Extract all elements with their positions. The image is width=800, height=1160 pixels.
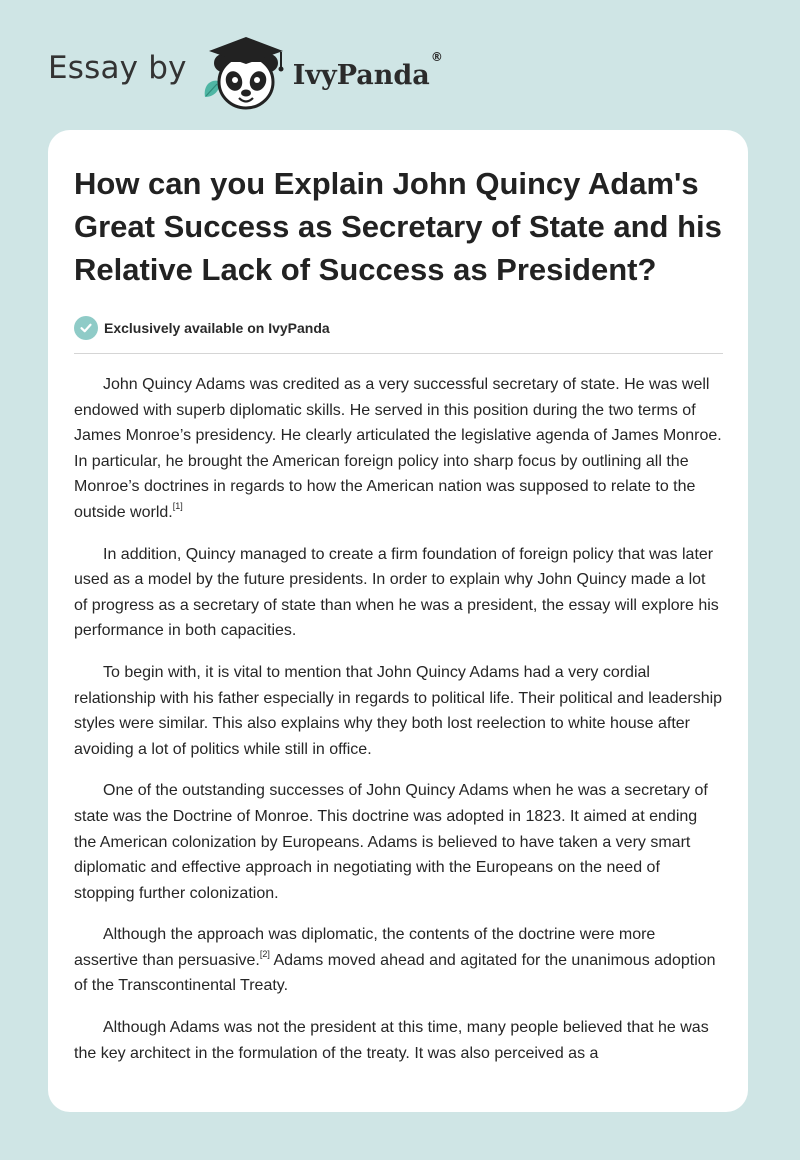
paragraph: John Quincy Adams was credited as a very successful secretary of state. He was well endowed with superb diplomatic skills. He served in this position during the two terms of James Monroe’s presidency. He clearly articulated the legislative agenda of James Monroe. In particular, he brought the American foreign policy into sharp focus by outlining all the Monroe’s doctrines in regards to how the American nation was supposed to relate to the outside world.[1] xyxy=(74,376,722,521)
essay-body xyxy=(74,372,723,1066)
paragraph: One of the outstanding successes of John Quincy Adams when he was a secretary of state was the Doctrine of Monroe. This doctrine was adopted in 1823. It aimed at ending the American colonization by Europeans. Adams is believed to have taken a very smart diplomatic and effective approach in negotiating with the Europeans on the need of stopping further colonization. xyxy=(74,782,708,902)
check-icon xyxy=(74,316,98,340)
paragraph: Although Adams was not the president at this time, many people believed that he was the key architect in the formulation of the treaty. It was also perceived as a xyxy=(74,1019,709,1062)
paragraph: In addition, Quincy managed to create a firm foundation of foreign policy that was later used as a model by the future presidents. In order to explain why John Quincy made a lot of progress as a secretary of state than when he was a president, the essay will explore his performance in both capacities. xyxy=(74,545,719,640)
exclusive-badge xyxy=(74,315,723,341)
essay-content xyxy=(74,162,723,1082)
footnote-ref-1[interactable]: [1] xyxy=(172,500,183,511)
paragraph: Although the approach was diplomatic, the contents of the doctrine were more assertive than persuasive.[2] Adams moved ahead and agitated for the unanimous adoption of the Transcontinental Treaty. xyxy=(74,926,716,995)
brand-name: IvyPanda® xyxy=(292,49,443,91)
paragraph: To begin with, it is vital to mention that John Quincy Adams had a very cordial relationship with his father especially in regards to political life. Their political and leadership styles were similar. This also explains why they both lost reelection to white house after avoiding a lot of politics while still in office. xyxy=(74,663,723,758)
registered-mark: ® xyxy=(430,49,443,64)
title-divider xyxy=(74,353,723,354)
essay-title: How can you Explain John Quincy Adam's Great Success as Secretary of State and his Relative Lack of Success as President? xyxy=(74,166,722,287)
exclusive-label: Exclusively available on IvyPanda xyxy=(104,320,330,336)
panda-graduation-cap-icon xyxy=(201,35,291,115)
brand-header[interactable] xyxy=(48,34,443,114)
brand-prefix: Essay by xyxy=(48,50,187,86)
essay-card xyxy=(48,130,748,1112)
footnote-ref-2[interactable]: [2] xyxy=(259,948,270,959)
